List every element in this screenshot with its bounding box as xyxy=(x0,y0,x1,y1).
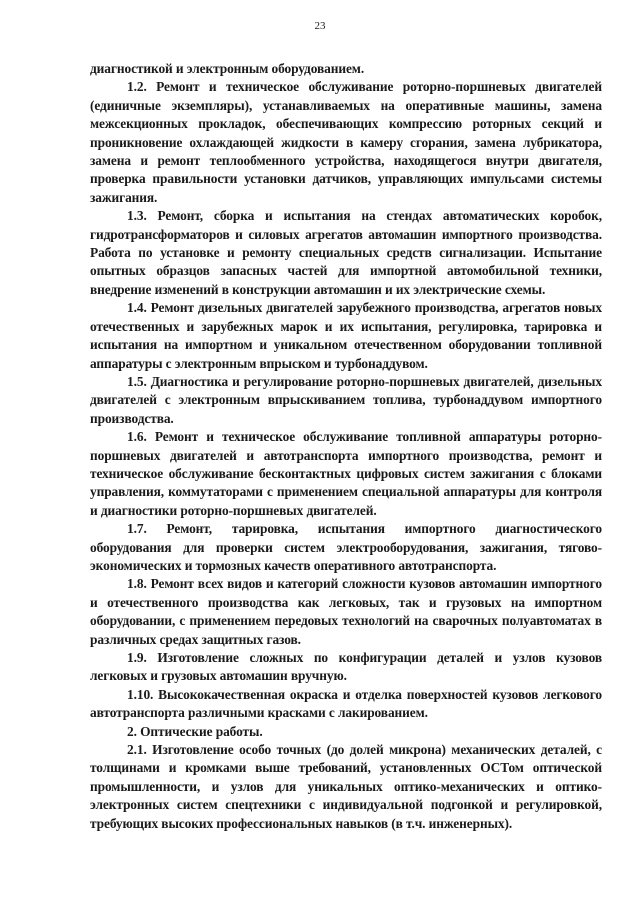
paragraph-1-2: 1.2. Ремонт и техническое обслуживание роторно-поршневых двигателей (единичные экземпляры), устанавливаемых на оперативные машины, замена межсекционных прокладок, обеспечивающих компрессию роторных секций и проникновение охлаждающей жидкости в камеру сгорания, замена лубрикатора, замена и ремонт теплообменного устройства, находящегося внутри двигателя, проверка правильности установки датчиков, управляющих импульсами системы зажигания. xyxy=(90,79,602,205)
paragraph-1-4: 1.4. Ремонт дизельных двигателей зарубежного производства, агрегатов новых отечественных и зарубежных марок и их испытания, регулировка, тарировка и испытания на импортном и уникальном отечественном оборудовании топливной аппаратуры с электронным впрыском и турбонаддувом. xyxy=(90,300,602,371)
paragraph-1-9: 1.9. Изготовление сложных по конфигурации деталей и узлов кузовов легковых и грузовых автомашин вручную. xyxy=(90,650,602,684)
paragraph-1-3: 1.3. Ремонт, сборка и испытания на стендах автоматических коробок, гидротрансформаторов и силовых агрегатов автомашин импортного производства. Работа по установке и ремонту специальных средств сигнализации. Испытание опытных образцов запасных частей для импортной автомобильной техники, внедрение изменений в конструкции автомашин и их электрические схемы. xyxy=(90,208,602,297)
page-number: 23 xyxy=(314,20,326,32)
paragraph-1-10: 1.10. Высококачественная окраска и отделка поверхностей кузовов легкового автотранспорта различными красками с лакированием. xyxy=(90,686,602,721)
section-heading-2: 2. Оптические работы. xyxy=(127,723,263,739)
paragraph-1-5: 1.5. Диагностика и регулирование роторно-поршневых двигателей, дизельных двигателей с электронным впрыскиванием топлива, турбонаддувом импортного производства. xyxy=(90,373,602,426)
paragraph-1-7: 1.7. Ремонт, тарировка, испытания импортного диагностического оборудования для проверки систем электрооборудования, зажигания, тягово-экономических и тормозных качеств оперативного автотранспорта. xyxy=(90,521,602,573)
paragraph-continuation: диагностикой и электронным оборудованием. xyxy=(90,61,365,76)
paragraph-2-1: 2.1. Изготовление особо точных (до долей микрона) механических деталей, с толщинами и кромками выше требований, установленных ОСТом оптической промышленности, и узлов для уникальных оптико-механических и оптико-электронных систем спецтехники с индивидуальной подгонкой и регулировкой, требующих высоких профессиональных навыков (в т.ч. инженерных). xyxy=(90,742,602,831)
paragraph-1-6: 1.6. Ремонт и техническое обслуживание топливной аппаратуры роторно-поршневых двигателей и автотранспорта импортного производства, ремонт и техническое обслуживание бесконтактных цифровых систем зажигания с блоками управления, коммутаторами с применением специальной аппаратуры для контроля и диагностики роторно-поршневых двигателей. xyxy=(90,429,602,518)
paragraph-1-8: 1.8. Ремонт всех видов и категорий сложности кузовов автомашин импортного и отечественного производства как легковых, так и грузовых на импортном оборудовании, с применением передовых технологий на сварочных полуавтоматах в различных средах защитных газов. xyxy=(90,576,602,647)
document-body xyxy=(90,60,602,833)
